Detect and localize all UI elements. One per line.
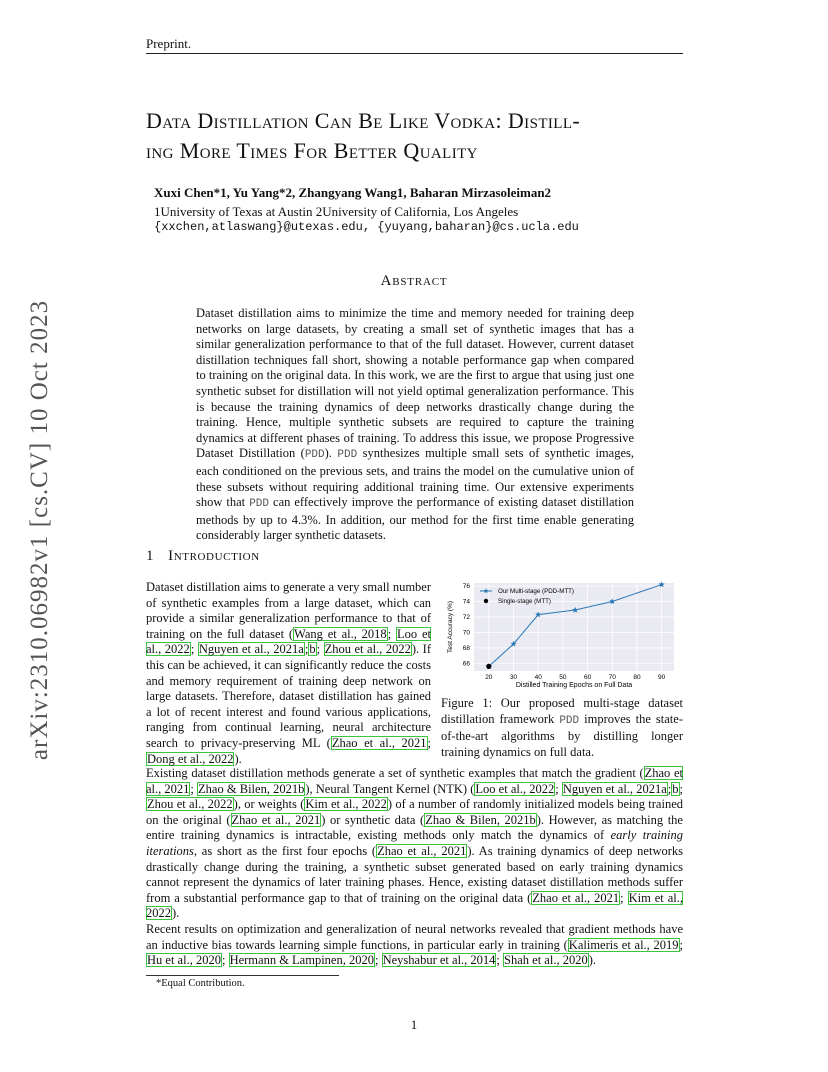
x-tick-label: 50 xyxy=(559,674,567,681)
abstract-text-1: Dataset distillation aims to minimize the time and memory needed for training deep networks on large datasets, by creating a small set of synthetic images that has a similar generalization performance to that of the full dataset. However, current dataset distillation techniques fall short, showing a notable performance gap when compared to training on the original data. In this work, we are the first to argue that using just one synthetic subset for distillation will not yield optimal generalization performance. This is because the training dynamics of deep networks drastically change during the training. Hence, multiple synthetic subsets are required to capture the training dynamics at different phases of training. To address this issue, we propose Progressive Dataset Distillation ( xyxy=(196,306,634,461)
pdd-code-caption: PDD xyxy=(559,714,580,727)
intro-text: ; xyxy=(221,953,229,968)
pdd-code-1: PDD xyxy=(304,449,325,462)
citation-link[interactable]: Wang et al., 2018 xyxy=(294,626,387,641)
citation-link[interactable]: Shah et al., 2020 xyxy=(504,953,588,968)
abstract-text-2: ). xyxy=(324,446,338,461)
intro-text: ; xyxy=(496,953,504,968)
citation-link[interactable]: Nguyen et al., 2021a xyxy=(198,642,304,657)
legend-label: Our Multi-stage (PDD-MTT) xyxy=(498,588,574,596)
pdd-code-3: PDD xyxy=(249,498,269,511)
citation-link[interactable]: Dong et al., 2022 xyxy=(147,751,234,766)
intro-text: Recent results on optimization and generalization of neural networks revealed that gradient methods have an inductive bias towards learning simple functions, in particular early in training ( xyxy=(146,922,683,952)
intro-text: ). As training dynamics of deep networks drastically change during the training, a synthetic subset generated based on early training dynamics cannot represent the dynamics of later training phases. Hence, existing dataset distillation methods suffer from a substantial performance gap to that of training on the original data ( xyxy=(146,843,683,905)
citation-link[interactable]: Zhao & Bilen, 2021b xyxy=(425,812,536,827)
x-tick-labels xyxy=(485,674,665,681)
citation-link[interactable]: Neyshabur et al., 2014 xyxy=(382,953,496,968)
citation-link[interactable]: Hu et al., 2020 xyxy=(147,953,221,968)
citation-link[interactable]: Zhao et al., 2021 xyxy=(532,890,620,905)
intro-text: ; xyxy=(190,642,198,657)
intro-text: Existing dataset distillation methods generate a set of synthetic examples that match the gradient ( xyxy=(146,766,644,780)
x-tick-label: 90 xyxy=(658,674,666,681)
x-tick-label: 30 xyxy=(509,674,518,681)
data-point-mtt xyxy=(486,664,491,669)
intro-text: ) of a number of randomly initialized models being trained on the original ( xyxy=(146,797,684,827)
abstract-text-4: can effectively improve the performance of existing dataset distillation methods by up to 4.3%. In addition, our method for the first time enable generating considerably larger synthetic datasets. xyxy=(196,495,635,543)
intro-text: ). If this can be achieved, it can significantly reduce the costs and memory requirement of training deep network on large datasets. Therefore, dataset distillation has gained a lot of recent interest and found various applications, ranging from continual learning, neural architecture search to privacy-preserving ML ( xyxy=(146,642,431,750)
arxiv-stamp-text: arXiv:2310.06982v1 [cs.CV] 10 Oct 2023 xyxy=(26,299,53,761)
author-emails: {xxchen,atlaswang}@utexas.edu, {yuyang,baharan}@cs.ucla.edu xyxy=(154,220,579,234)
intro-text: ). xyxy=(234,751,242,766)
y-tick-label: 66 xyxy=(462,660,470,668)
intro-text: ), or weights ( xyxy=(233,797,305,812)
citation-link[interactable]: Zhao et al., 2021 xyxy=(331,735,427,750)
intro-text: ; xyxy=(679,781,683,796)
y-tick-label: 74 xyxy=(462,598,470,606)
running-header: Preprint. xyxy=(146,36,192,51)
intro-text: ). However, as matching the entire training dynamics is intractable, existing methods only match the dynamics of xyxy=(146,812,683,843)
abstract-heading: Abstract xyxy=(380,273,448,289)
intro-text: ). xyxy=(172,906,180,921)
citation-link[interactable]: Kim et al., 2022 xyxy=(146,890,683,921)
intro-text: ) or synthetic data ( xyxy=(321,812,425,827)
page-number: 1 xyxy=(410,1017,418,1032)
intro-text: ; xyxy=(190,781,198,796)
citation-link[interactable]: Nguyen et al., 2021a xyxy=(562,781,667,796)
intro-text: ; xyxy=(304,642,309,657)
abstract-body xyxy=(196,306,634,544)
pdd-code-2: PDD xyxy=(337,449,358,462)
affiliations: 1University of Texas at Austin 2University of California, Los Angeles xyxy=(154,204,519,219)
citation-link[interactable]: Zhou et al., 2022 xyxy=(147,797,233,812)
intro-text: ), Neural Tangent Kernel (NTK) ( xyxy=(305,781,475,796)
citation-link[interactable]: b xyxy=(672,781,679,796)
header-rule xyxy=(146,53,683,54)
x-axis-label: Distilled Training Epochs on Full Data xyxy=(515,682,633,689)
title-line-1: Data Distillation Can Be Like Vodka: Distill- xyxy=(146,108,581,133)
citation-link[interactable]: Loo et al., 2022 xyxy=(146,626,431,657)
intro-paragraph-3 xyxy=(146,922,683,969)
citation-link[interactable]: Kalimeris et al., 2019 xyxy=(568,937,679,952)
plot-area xyxy=(474,583,674,671)
author-list: Xuxi Chen*1, Yu Yang*2, Zhangyang Wang1, Baharan Mirzasoleiman2 xyxy=(154,185,552,200)
abstract-text-3: synthesizes multiple small sets of synthetic images, each conditioned on the previous sets, and trains the model on the cumulative union of these subsets without requiring additional training time. Our extensive experiments show that xyxy=(196,446,634,510)
intro-text: ; xyxy=(667,781,672,796)
section-number: 1 xyxy=(146,548,155,564)
section-title: Introduction xyxy=(168,548,260,564)
citation-link[interactable]: Zhao et al., 2021 xyxy=(231,812,321,827)
figure-1-chart xyxy=(440,578,684,692)
y-axis-label: Test Accuracy (%) xyxy=(447,600,454,654)
x-tick-label: 60 xyxy=(583,674,592,681)
intro-paragraph-1 xyxy=(146,580,431,767)
intro-text: ; xyxy=(387,626,396,641)
y-tick-label: 70 xyxy=(462,629,470,637)
footnote: *Equal Contribution. xyxy=(156,978,245,989)
intro-text: ; xyxy=(555,781,562,796)
citation-link[interactable]: Loo et al., 2022 xyxy=(475,781,555,796)
figure-caption xyxy=(441,696,683,760)
footnote-rule xyxy=(146,975,339,976)
title-line-2: ing More Times For Better Quality xyxy=(146,138,478,163)
citation-link[interactable]: Zhao & Bilen, 2021b xyxy=(198,781,305,796)
citation-link[interactable]: Zhao et al., 2021 xyxy=(377,843,467,858)
x-tick-label: 20 xyxy=(485,674,493,681)
intro-text: ; xyxy=(620,890,628,905)
intro-paragraph-2 xyxy=(146,766,683,922)
y-tick-label: 76 xyxy=(462,583,470,591)
intro-text: ; xyxy=(427,735,432,750)
citation-link[interactable]: b xyxy=(309,642,316,657)
intro-text: ; xyxy=(316,642,324,657)
paper-title xyxy=(146,106,706,166)
x-tick-label: 40 xyxy=(534,674,542,681)
arxiv-side-stamp xyxy=(26,299,53,761)
caption-text: Figure 1: Our proposed multi-stage dataset distillation framework xyxy=(441,696,683,726)
caption-text: improves the state-of-the-art algorithms by distilling longer training dynamics on full data. xyxy=(441,711,683,759)
citation-link[interactable]: Hermann & Lampinen, 2020 xyxy=(229,953,374,968)
intro-text: ; xyxy=(679,937,683,952)
intro-text: , as short as the first four epochs ( xyxy=(193,843,377,858)
citation-link[interactable]: Zhou et al., 2022 xyxy=(324,642,411,657)
x-tick-label: 70 xyxy=(608,674,616,681)
citation-link[interactable]: Zhao et al., 2021 xyxy=(146,766,683,796)
intro-text: ; xyxy=(374,953,382,968)
section-heading xyxy=(146,548,260,565)
y-tick-label: 68 xyxy=(462,644,470,652)
legend-dot-icon xyxy=(484,599,488,603)
intro-text: ). xyxy=(588,953,596,968)
y-tick-label: 72 xyxy=(462,613,470,621)
x-tick-label: 80 xyxy=(633,674,641,681)
citation-link[interactable]: Kim et al., 2022 xyxy=(305,797,387,812)
legend-label: Single-stage (MTT) xyxy=(498,598,551,606)
y-tick-labels xyxy=(463,583,471,667)
emphasis-text: early training iterations xyxy=(146,828,683,858)
intro-text: Dataset distillation aims to generate a very small number of synthetic examples from a large dataset, which can provide a similar generalization performance to that of training on the full dataset ( xyxy=(146,580,431,641)
